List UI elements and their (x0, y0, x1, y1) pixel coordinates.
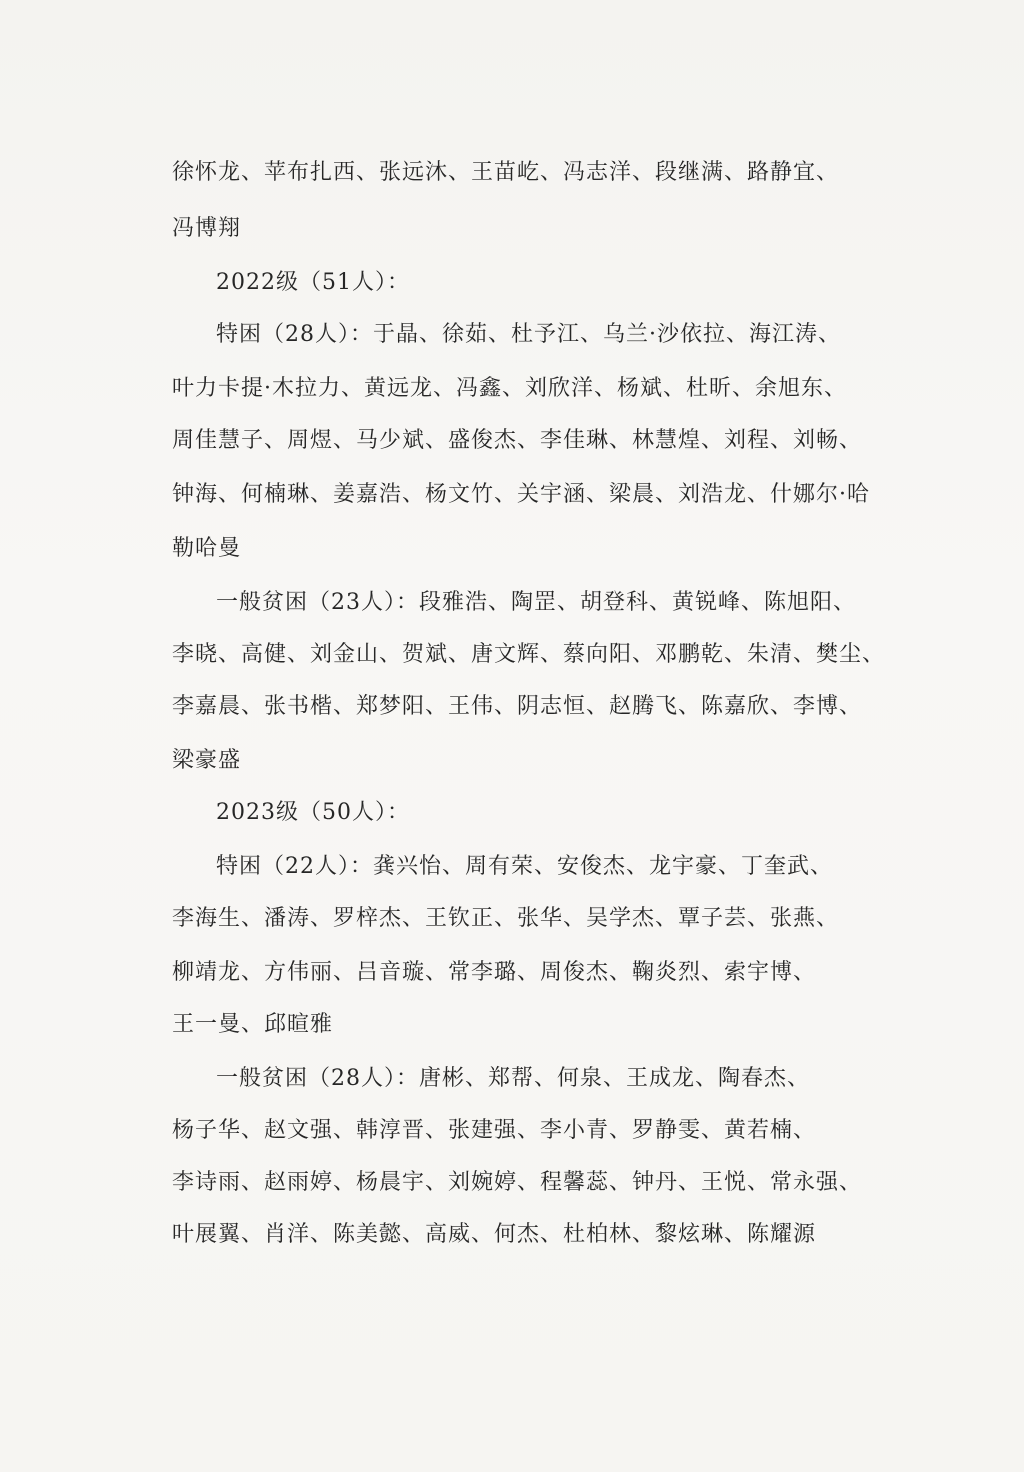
text-line: 特困（22人）：龚兴怡、周有荣、安俊杰、龙宇豪、丁奎武、 (216, 854, 833, 879)
text-line: 柳靖龙、方伟丽、吕音璇、常李璐、周俊杰、鞠炎烈、索宇博、 (172, 960, 817, 985)
text-line: 李海生、潘涛、罗梓杰、王钦正、张华、吴学杰、覃子芸、张燕、 (172, 906, 840, 931)
text-line: 特困（28人）：于晶、徐茹、杜予江、乌兰·沙依拉、海江涛、 (216, 322, 841, 347)
text-line: 冯博翔 (172, 216, 242, 241)
text-line: 李嘉晨、张书楷、郑梦阳、王伟、阴志恒、赵腾飞、陈嘉欣、李博、 (172, 694, 863, 719)
text-line: 叶力卡提·木拉力、黄远龙、冯鑫、刘欣洋、杨斌、杜昕、余旭东、 (172, 376, 847, 401)
section-heading-2023: 2023级（50人）： (216, 800, 410, 825)
text-line: 叶展翼、肖洋、陈美懿、高威、何杰、杜柏林、黎炫琳、陈耀源 (172, 1222, 817, 1247)
text-line: 李诗雨、赵雨婷、杨晨宇、刘婉婷、程馨蕊、钟丹、王悦、常永强、 (172, 1170, 863, 1195)
text-line: 勒哈曼 (172, 536, 242, 561)
text-line: 杨子华、赵文强、韩淳晋、张建强、李小青、罗静雯、黄若楠、 (172, 1118, 817, 1143)
text-line: 一般贫困（28人）：唐彬、郑帮、何泉、王成龙、陶春杰、 (216, 1066, 810, 1091)
text-line: 周佳慧子、周煜、马少斌、盛俊杰、李佳琳、林慧煌、刘程、刘畅、 (172, 428, 863, 453)
text-line: 李晓、高健、刘金山、贺斌、唐文辉、蔡向阳、邓鹏乾、朱清、樊尘、 (172, 642, 886, 667)
text-line: 梁豪盛 (172, 748, 242, 773)
text-line: 钟海、何楠琳、姜嘉浩、杨文竹、关宇涵、梁晨、刘浩龙、什娜尔·哈 (172, 482, 870, 507)
text-line: 王一曼、邱暄雅 (172, 1012, 334, 1037)
text-line: 一般贫困（23人）：段雅浩、陶罡、胡登科、黄锐峰、陈旭阳、 (216, 590, 856, 615)
text-line: 徐怀龙、苹布扎西、张远沐、王苗屹、冯志洋、段继满、路静宜、 (172, 160, 840, 185)
section-heading-2022: 2022级（51人）： (216, 270, 410, 295)
